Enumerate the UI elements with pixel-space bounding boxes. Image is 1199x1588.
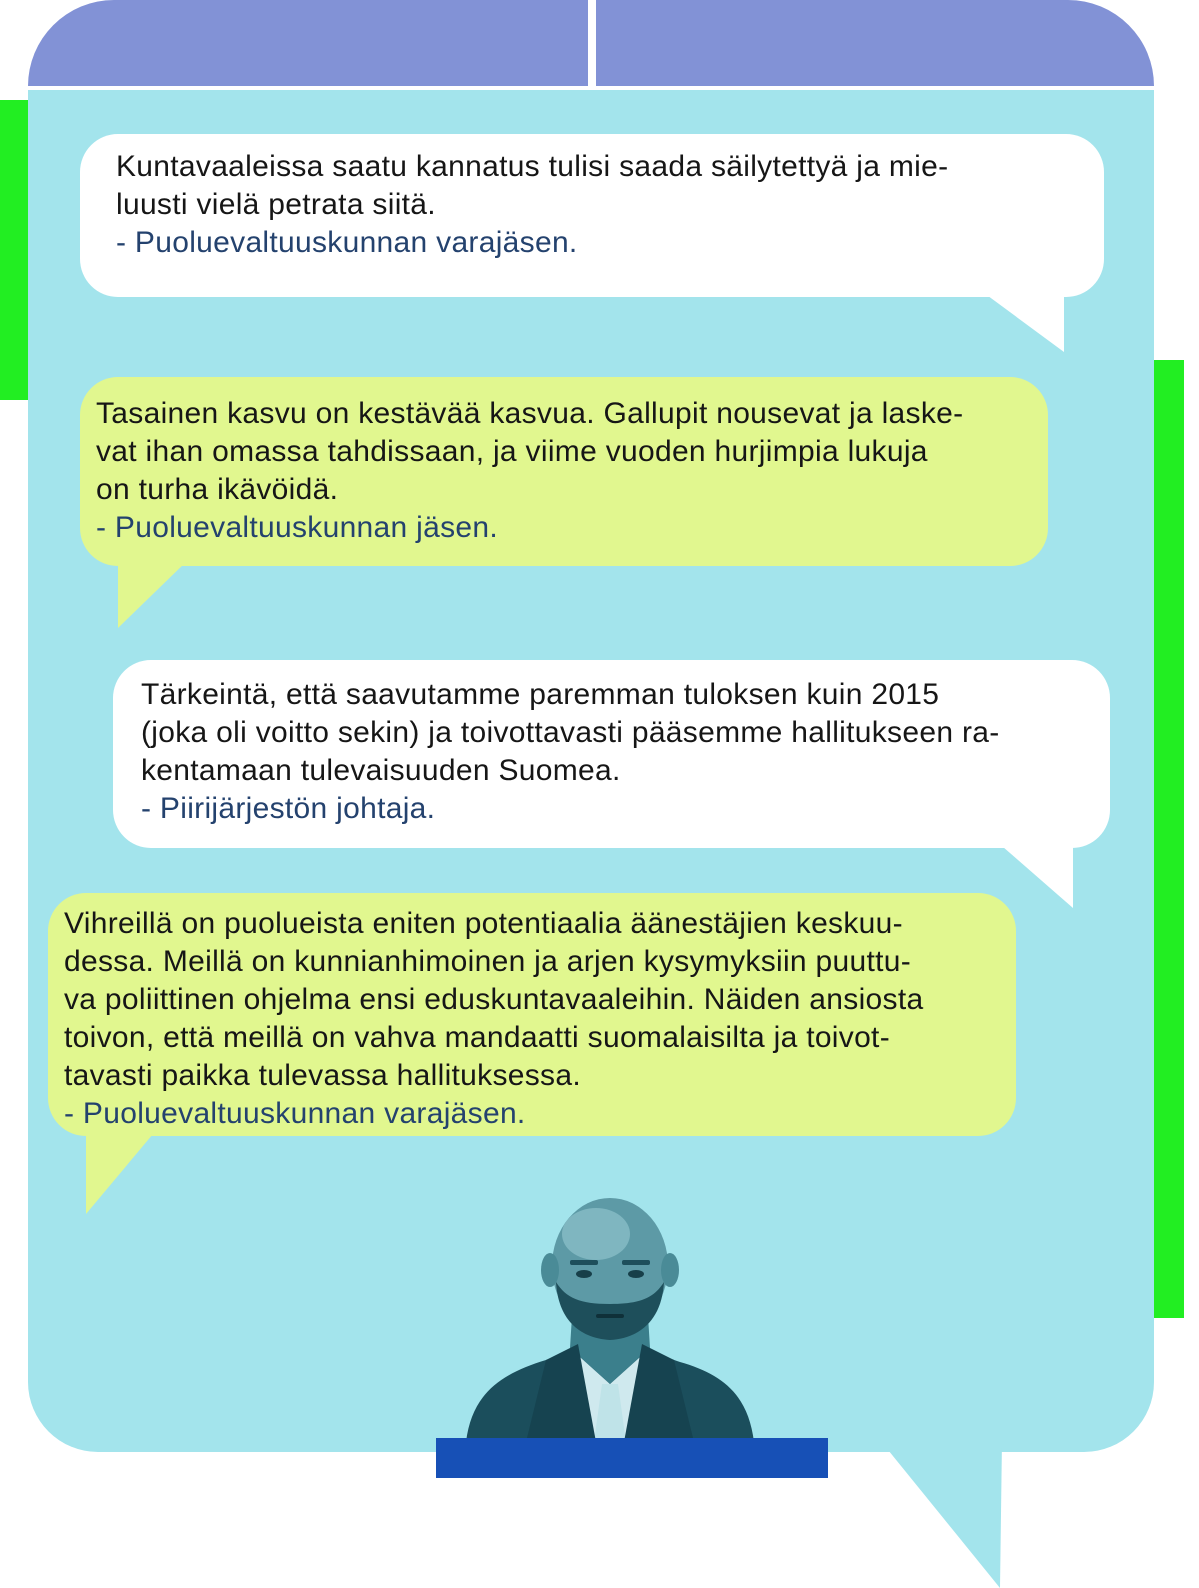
quote-author: - Puoluevaltuuskunnan jäsen.	[96, 511, 499, 544]
quote-author: - Piirijärjestön johtaja.	[141, 792, 436, 825]
quote-line: luusti vielä petrata siitä.	[116, 188, 436, 221]
quote-line: va poliittinen ohjelma ensi eduskuntavaaleihin. Näiden ansiosta	[64, 983, 924, 1016]
quote-line: tavasti paikka tulevassa hallituksessa.	[64, 1059, 581, 1092]
quote-bubble-3	[113, 660, 1110, 848]
quote-bubble-1	[80, 134, 1104, 297]
quote-line: kentamaan tulevaisuuden Suomea.	[141, 754, 621, 787]
quote-bubble-2	[80, 377, 1048, 566]
quote-line: vat ihan omassa tahdissaan, ja viime vuoden hurjimpia lukuja	[96, 435, 928, 468]
quote-line: on turha ikävöidä.	[96, 473, 339, 506]
quote-line: Tasainen kasvu on kestävää kasvua. Gallupit nousevat ja laske-	[96, 397, 964, 430]
bubble-tail-4	[86, 1128, 162, 1214]
header-tab-left	[28, 0, 588, 86]
quote-line: toivon, että meillä on vahva mandaatti suomalaisilta ja toivot-	[64, 1021, 890, 1054]
quote-line: (joka oli voitto sekin) ja toivottavasti pääsemme hallitukseen ra-	[141, 716, 1000, 749]
header-tab-right	[596, 0, 1154, 86]
quote-author: - Puoluevaltuuskunnan varajäsen.	[64, 1097, 526, 1130]
quote-line: dessa. Meillä on kunnianhimoinen ja arjen kysymyksiin puuttu-	[64, 945, 912, 978]
quote-bubble-4	[48, 893, 1016, 1136]
quote-line: Tärkeintä, että saavutamme paremman tuloksen kuin 2015	[141, 678, 940, 711]
speaker-portrait	[466, 1198, 754, 1442]
quote-line: Kuntavaaleissa saatu kannatus tulisi saada säilytettyä ja mie-	[116, 150, 949, 183]
bubble-tail-2	[118, 560, 190, 628]
bubble-tail-1	[980, 290, 1066, 352]
podium-bar	[436, 1438, 828, 1478]
quote-author: - Puoluevaltuuskunnan varajäsen.	[116, 226, 578, 259]
speech-panel-tail	[880, 1440, 1002, 1588]
quote-line: Vihreillä on puolueista eniten potentiaalia äänestäjien keskuu-	[64, 907, 903, 940]
bubble-tail-3	[995, 840, 1075, 908]
